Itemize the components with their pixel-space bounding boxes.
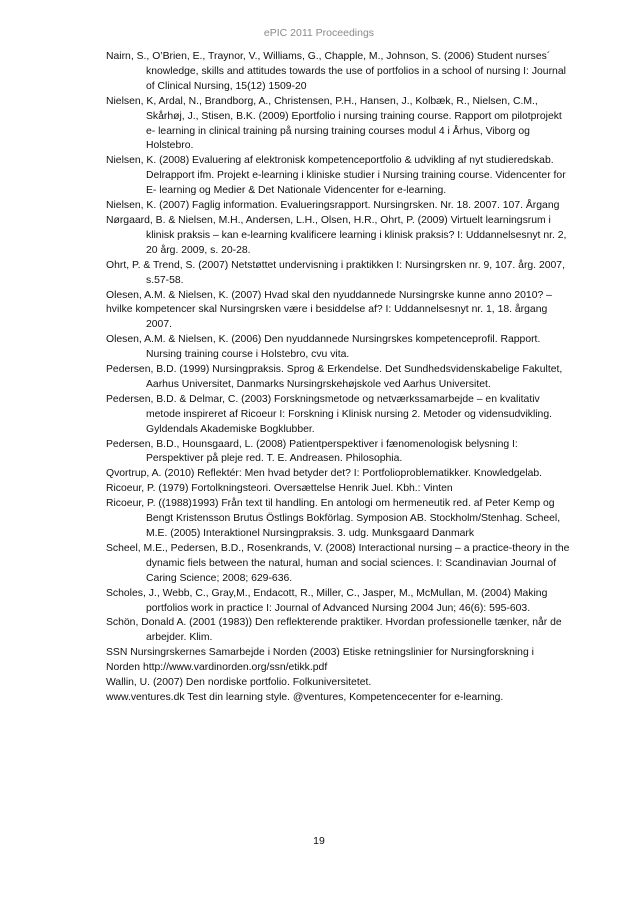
reference-continuation-line: Caring Science; 2008; 629-636. <box>146 572 293 584</box>
reference-continuation-line: portfolios work in practice I: Journal of Advanced Nursing 2004 Jun; 46(6): 595-603. <box>146 602 531 614</box>
reference-line: Norden http://www.vardinorden.org/ssn/etikk.pdf <box>106 662 328 674</box>
reference-line: Nielsen, K. (2007) Faglig information. Evalueringsrapport. Nursingrsken. Nr. 18. 2007. 107. Årgang <box>106 200 560 212</box>
reference-continuation-line: metode inspireret af Ricoeur I: Forskning i Klinisk nursing 2. Metoder og vidensudvikling. <box>146 408 553 420</box>
reference-line: Pedersen, B.D. (1999) Nursingpraksis. Sprog & Erkendelse. Det Sundhedsvidenskabelige Fakultet, <box>106 364 563 376</box>
reference-line: www.ventures.dk Test din learning style. @ventures, Kompetencecenter for e-learning. <box>106 691 504 703</box>
reference-continuation-line: E- learning og Medier & Det Nationale Videncenter for e-learning. <box>146 185 447 197</box>
reference-continuation-line: Holstebro. <box>146 140 194 152</box>
reference-line: SSN Nursingrskernes Samarbejde i Norden (2003) Etiske retningslinier for Nursingforskning i <box>106 647 534 659</box>
reference-entry <box>106 587 606 617</box>
reference-continuation-line: Delrapport ifm. Projekt e-learning i kliniske studier i Nursing training course. Videncenter for <box>146 170 566 182</box>
reference-continuation-line: klinisk praksis – kan e-learning kvalificere learning i klinisk praksis? I: Uddannelsesnyt nr. 2, <box>146 229 567 241</box>
reference-entry <box>106 303 606 333</box>
reference-entry <box>106 333 606 363</box>
reference-entry <box>106 214 606 259</box>
reference-entry <box>106 154 606 199</box>
reference-entry <box>106 467 606 482</box>
reference-continuation-line: M.E. (2005) Interaktionel Nursingpraksis. 3. udg. Munksgaard Danmark <box>146 528 475 539</box>
reference-continuation-line: Gyldendals Akademiske Bogklubber. <box>146 423 315 435</box>
running-header: ePIC 2011 Proceedings <box>263 27 375 39</box>
reference-entry <box>106 259 606 289</box>
reference-entry <box>106 289 606 304</box>
reference-continuation-line: Bengt Kristensson Brutus Östlings Bokförlag. Symposion AB. Stockholm/Stenhag. Scheel, <box>146 513 561 525</box>
reference-continuation-line: Skårhøj, J., Stisen, B.K. (2009) Eportfolio i nursing training course. Rapport om pilotprojekt <box>146 110 562 122</box>
reference-entry <box>106 482 606 497</box>
reference-line: hvilke kompetencer skal Nursingrsken være i besiddelse af? I: Uddannelsesnyt nr. 1, 18. årgang <box>106 304 548 316</box>
reference-entry <box>106 691 606 706</box>
reference-line: Pedersen, B.D., Hounsgaard, L. (2008) Patientperspektiver i fænomenologisk belysning I: <box>106 438 518 450</box>
reference-entry <box>106 661 606 676</box>
reference-line: Nørgaard, B. & Nielsen, M.H., Andersen, L.H., Olsen, H.R., Ohrt, P. (2009) Virtuelt learningsrum i <box>106 214 551 226</box>
reference-entry <box>106 542 606 587</box>
page-number: 19 <box>313 835 325 847</box>
reference-entry <box>106 393 606 438</box>
reference-line: Nairn, S., O’Brien, E., Traynor, V., Williams, G., Chapple, M., Johnson, S. (2006) Student nurses´ <box>106 51 551 62</box>
reference-line: Scheel, M.E., Pedersen, B.D., Rosenkrands, V. (2008) Interactional nursing – a practice-theory in the <box>106 542 570 554</box>
reference-line: Nielsen, K, Ardal, N., Brandborg, A., Christensen, P.H., Hansen, J., Kolbæk, R., Nielsen, C.M., <box>106 95 538 107</box>
reference-continuation-line: e- learning in clinical training på nursing training courses modul 4 i Århus, Viborg og <box>146 125 530 137</box>
reference-continuation-line: Perspektiver på pleje red. T. E. Andreasen. Philosophia. <box>146 453 403 465</box>
reference-continuation-line: dynamic fiels between the natural, human and social sciences. I: Scandinavian Journal of <box>146 557 557 569</box>
reference-entry <box>106 676 606 691</box>
reference-entry <box>106 438 606 468</box>
reference-entry <box>106 50 606 95</box>
reference-entry <box>106 199 606 214</box>
reference-line: Wallin, U. (2007) Den nordiske portfolio. Folkuniversitetet. <box>106 677 372 689</box>
reference-entry <box>106 363 606 393</box>
reference-entry <box>106 646 606 661</box>
reference-continuation-line: knowledge, skills and attitudes towards the use of portfolios in a school of nursing I: Journal <box>146 65 566 77</box>
reference-line: Ricoeur, P. (1979) Fortolkningsteori. Oversættelse Henrik Juel. Kbh.: Vinten <box>106 483 453 495</box>
reference-entry <box>106 95 606 155</box>
reference-entry <box>106 616 606 646</box>
reference-entry <box>106 497 606 542</box>
reference-continuation-line: Nursing training course i Holstebro, cvu vita. <box>146 349 350 361</box>
reference-line: Ricoeur, P. ((1988)1993) Från text til handling. En antologi om hermeneutik red. af Peter Kemp og <box>106 498 555 510</box>
reference-continuation-line: 20 årg. 2009, s. 20-28. <box>146 244 251 256</box>
reference-line: Scholes, J., Webb, C., Gray,M., Endacott, R., Miller, C., Jasper, M., McMullan, M. (2004) Making <box>106 587 548 599</box>
reference-line: Nielsen, K. (2008) Evaluering af elektronisk kompetenceportfolio & udvikling af nyt studieredskab. <box>106 155 554 167</box>
reference-line: Olesen, A.M. & Nielsen, K. (2007) Hvad skal den nyuddannede Nursingrske kunne anno 2010? – <box>106 289 552 301</box>
reference-line: Ohrt, P. & Trend, S. (2007) Netstøttet undervisning i praktikken I: Nursingrsken nr. 9, 107. årg. 2007, <box>106 259 565 271</box>
reference-list <box>106 50 606 706</box>
reference-line: Pedersen, B.D. & Delmar, C. (2003) Forskningsmetode og netværkssamarbejde – en kvalitativ <box>106 393 540 405</box>
reference-continuation-line: Aarhus Universitet, Danmarks Nursingrskehøjskole ved Aarhus Universitet. <box>146 378 491 390</box>
reference-continuation-line: 2007. <box>146 319 173 331</box>
reference-continuation-line: arbejder. Klim. <box>146 632 213 644</box>
reference-continuation-line: s.57-58. <box>146 274 184 286</box>
reference-line: Schön, Donald A. (2001 (1983)) Den reflekterende praktiker. Hvordan professionelle tænker, når de <box>106 617 562 629</box>
reference-line: Olesen, A.M. & Nielsen, K. (2006) Den nyuddannede Nursingrskes kompetenceprofil. Rapport. <box>106 334 541 346</box>
reference-line: Qvortrup, A. (2010) Reflektér: Men hvad betyder det? I: Portfolioproblematikker. Knowledgelab. <box>106 468 543 480</box>
reference-continuation-line: of Clinical Nursing, 15(12) 1509-20 <box>146 80 307 92</box>
